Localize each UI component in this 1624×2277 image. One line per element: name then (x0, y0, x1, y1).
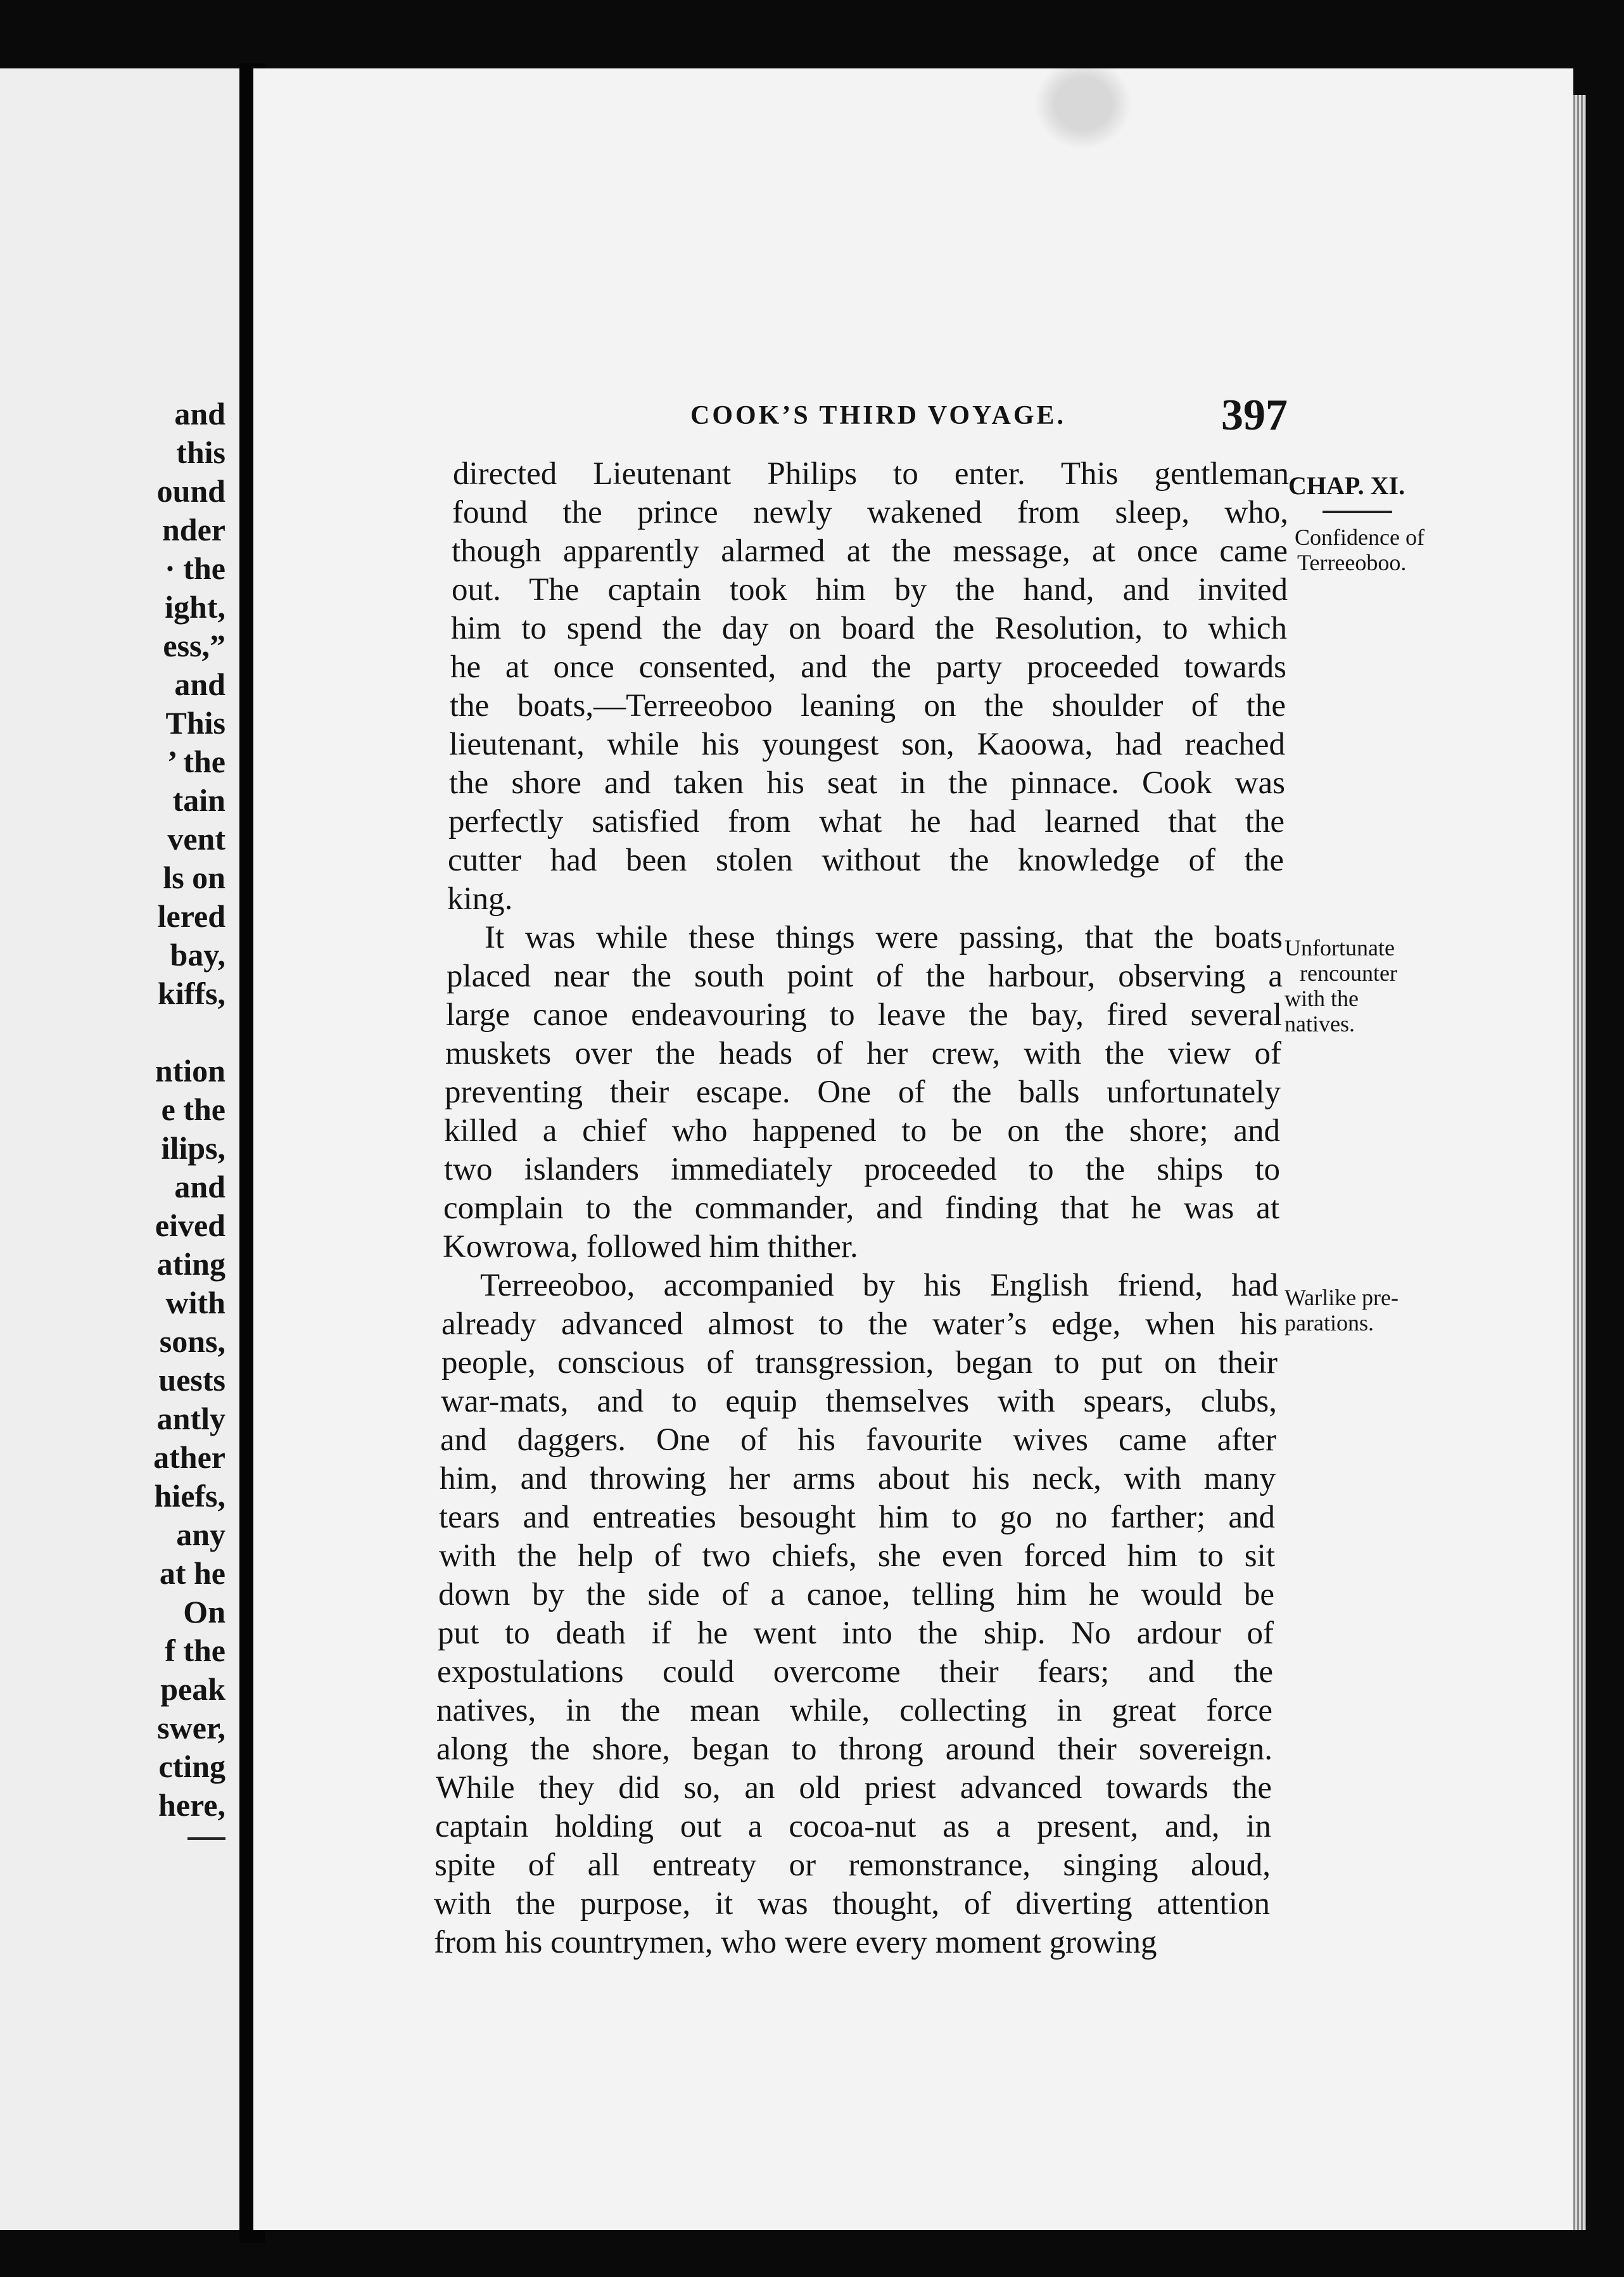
left-page-line: and (174, 396, 225, 431)
text-line: directed Lieutenant Philips to enter. This gentleman (453, 456, 1289, 492)
left-page-line: cting (158, 1749, 225, 1784)
text-line: put to death if he went into the ship. No ardour of (438, 1616, 1274, 1651)
left-page-line: ight, (165, 589, 225, 625)
text-line: natives, in the mean while, collecting in great force (436, 1693, 1272, 1728)
margin-note-line: Warlike pre- (1285, 1285, 1399, 1310)
right-page (253, 68, 1573, 2230)
chapter-rule (1323, 511, 1392, 513)
left-page-line: ather (153, 1439, 225, 1475)
text-line: from his countrymen, who were every moment growing (434, 1925, 1157, 1960)
text-line: him to spend the day on board the Resolution, to which (451, 611, 1287, 646)
page-number: 397 (1221, 391, 1288, 440)
text-line: captain holding out a cocoa-nut as a present, and, in (435, 1809, 1271, 1844)
left-page-line: nder (162, 512, 225, 547)
text-line: perfectly satisfied from what he had learned that the (448, 804, 1285, 839)
text-line: him, and throwing her arms about his neck, with many (440, 1461, 1276, 1496)
left-page-line: antly (156, 1401, 225, 1436)
margin-note-line: with the (1285, 986, 1359, 1011)
text-line: along the shore, began to throng around their sovereign. (436, 1732, 1272, 1767)
text-line: and daggers. One of his favourite wives came after (440, 1422, 1276, 1458)
text-line: Terreeoboo, accompanied by his English friend, had (480, 1268, 1278, 1303)
text-line: preventing their escape. One of the balls unfortunately (445, 1075, 1281, 1110)
left-page-line: kiffs, (158, 976, 225, 1011)
left-page-line: with (165, 1285, 225, 1320)
text-line: lieutenant, while his youngest son, Kaoowa, had reached (449, 727, 1285, 762)
margin-note-line: Confidence of (1295, 525, 1424, 550)
left-page-line: ’ the (167, 744, 225, 779)
left-page-line: peak (160, 1671, 225, 1707)
left-page-line: ilips, (161, 1130, 225, 1166)
text-line: complain to the commander, and finding that he was at (443, 1190, 1279, 1226)
body-text (434, 455, 1536, 1962)
text-line: tears and entreaties besought him to go no farther; and (439, 1500, 1275, 1535)
margin-note-confidence (1295, 525, 1424, 575)
left-page-line: bay, (170, 937, 225, 973)
left-page-line: lered (157, 898, 225, 934)
left-page-line: sons, (159, 1323, 225, 1359)
text-line: down by the side of a canoe, telling him he would be (438, 1577, 1274, 1612)
left-page-line: ound (156, 473, 225, 509)
text-line: the boats,—Terreeoboo leaning on the shoulder of the (450, 688, 1286, 724)
left-page-line: vent (167, 821, 225, 857)
text-line: two islanders immediately proceeded to the ships to (444, 1152, 1280, 1187)
left-page-line: On (183, 1594, 225, 1630)
margin-note-line: natives. (1285, 1011, 1355, 1036)
left-page-line: uests (158, 1362, 225, 1398)
text-line: people, conscious of transgression, began to put on their (441, 1345, 1278, 1381)
left-page-line: tain (172, 782, 225, 818)
left-page-line: ntion (155, 1053, 225, 1088)
text-line: though apparently alarmed at the message, at once came (452, 533, 1288, 569)
text-line: large canoe endeavouring to leave the bay, fired several (446, 997, 1282, 1033)
text-line: While they did so, an old priest advanced towards the (436, 1770, 1272, 1806)
margin-note-warlike (1285, 1285, 1399, 1336)
left-page-line: and (174, 1169, 225, 1204)
chapter-label: CHAP. XI. (1288, 471, 1405, 500)
left-page-line: This (165, 705, 225, 741)
text-line: war-mats, and to equip themselves with spears, clubs, (441, 1384, 1277, 1419)
page-edge (1573, 95, 1586, 2230)
text-line: with the help of two chiefs, she even forced him to sit (439, 1538, 1275, 1574)
margin-note-rencounter (1285, 935, 1397, 1036)
page-header (253, 322, 1573, 440)
left-page-line: hiefs, (154, 1478, 225, 1514)
running-head: COOK’S THIRD VOYAGE. (690, 401, 1067, 430)
margin-note-line: parations. (1285, 1310, 1374, 1336)
text-line: already advanced almost to the water’s edge, when his (441, 1306, 1278, 1342)
text-line: cutter had been stolen without the knowledge of the (448, 843, 1284, 878)
text-line: killed a chief who happened to be on the shore; and (444, 1113, 1280, 1149)
left-page-line: and (174, 667, 225, 702)
paper-damage (1026, 68, 1140, 157)
left-page-line: ls on (163, 860, 225, 895)
left-page-line: at he (159, 1555, 225, 1591)
left-page-rule (187, 1837, 225, 1840)
left-page (0, 68, 239, 2230)
text-line: he at once consented, and the party proceeded towards (450, 649, 1286, 685)
left-page-line: eived (155, 1208, 225, 1243)
text-line: king. (447, 881, 513, 917)
left-page-line: ating (156, 1246, 225, 1282)
margin-note-line: rencounter (1300, 960, 1397, 986)
left-page-line: · the (165, 551, 225, 586)
left-page-line: here, (158, 1787, 225, 1823)
left-page-line: swer, (157, 1710, 225, 1745)
left-page-line: this (176, 435, 225, 470)
left-page-line: e the (161, 1092, 225, 1127)
text-line: spite of all entreaty or remonstrance, singing aloud, (435, 1847, 1271, 1883)
left-page-line: f the (165, 1633, 225, 1668)
text-line: the shore and taken his seat in the pinnace. Cook was (449, 765, 1285, 801)
margin-note-line: Unfortunate (1285, 935, 1395, 960)
left-page-line: any (176, 1517, 225, 1552)
text-line: out. The captain took him by the hand, and invited (452, 572, 1288, 608)
text-line: placed near the south point of the harbour, observing a (447, 959, 1283, 994)
text-line: muskets over the heads of her crew, with the view of (445, 1036, 1281, 1071)
text-line: found the prince newly wakened from sleep, who, (452, 495, 1288, 530)
left-page-line: ess,” (163, 628, 225, 663)
text-line: expostulations could overcome their fears; and the (437, 1654, 1273, 1690)
margin-note-line: Terreeoboo. (1297, 550, 1407, 575)
text-line: Kowrowa, followed him thither. (443, 1229, 858, 1265)
text-line: It was while these things were passing, that the boats (485, 920, 1283, 955)
text-line: with the purpose, it was thought, of diverting attention (434, 1886, 1270, 1922)
